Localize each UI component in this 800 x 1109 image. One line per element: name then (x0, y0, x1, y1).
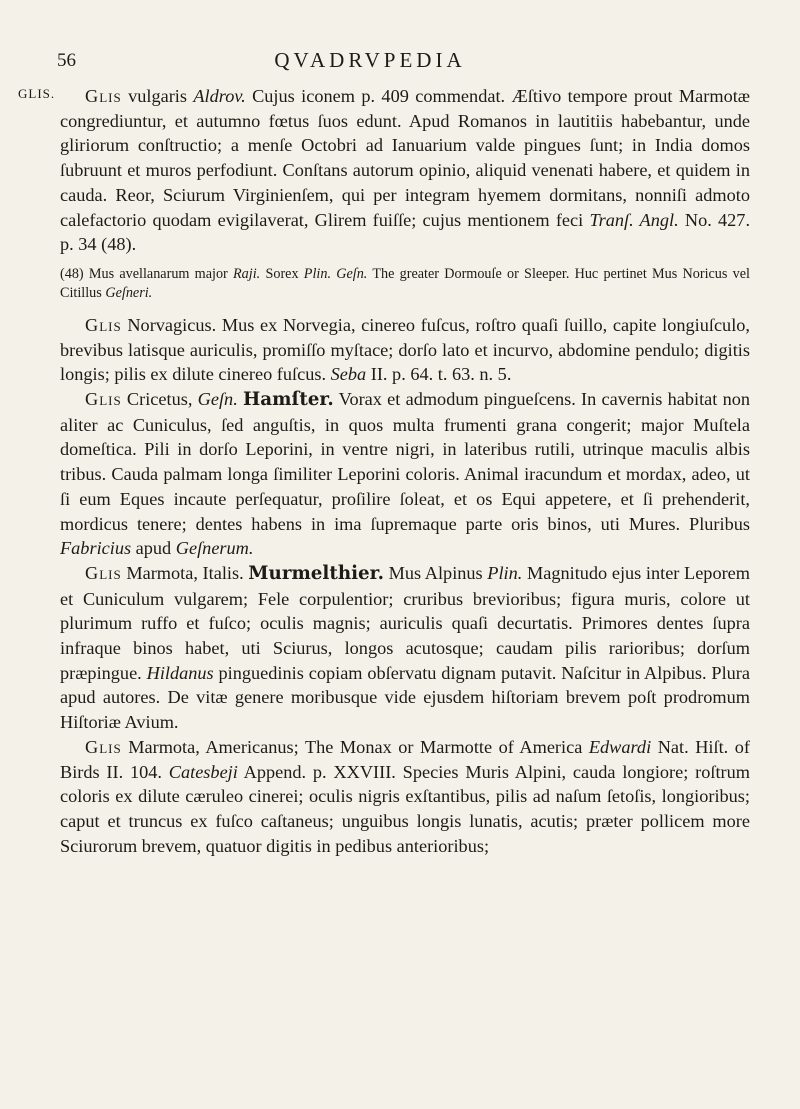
paragraph-glis-vulgaris (60, 84, 750, 257)
running-head: QVADRVPEDIA (274, 48, 466, 72)
paragraph-glis-cricetus (60, 387, 750, 561)
italic-run: Edwardi (588, 736, 652, 757)
footnote-48 (60, 265, 750, 303)
entry-lead: Glis (85, 562, 122, 583)
entry-lead: Glis (85, 736, 122, 757)
text-run: apud (131, 538, 176, 559)
text-run: vulgaris (121, 86, 194, 106)
entry-lead: Glis (85, 389, 122, 410)
paragraph-glis-marmota (60, 561, 750, 735)
blackletter-run: Hamſter. (243, 389, 334, 411)
text-run: Norvagicus. Mus ex Norvegia, cinereo fuſcus, roſtro quaſi ſuillo, capite longiuſculo, brevibus latisque auriculis, promiſſo myſtace; dorſo lato et incurvo, abdomine pendulo; digitis longis; pilis ex dilute cinereo fuſcus. (60, 314, 750, 385)
italic-run: Plin. (487, 562, 523, 583)
page-number: 56 (57, 50, 76, 71)
text-run: (48) Mus avellanarum major (60, 265, 234, 282)
text-run: Marmota, Italis. (121, 562, 249, 583)
text-run: The greater Dormouſe or Sleeper. Huc pertinet Mus Noricus vel Citillus (60, 265, 750, 301)
italic-run: Seba (330, 364, 367, 385)
text-run: Marmota, Americanus; The Monax or Marmotte of America (121, 736, 589, 757)
entry-lead: Glis (85, 314, 122, 335)
italic-run: Plin. Geſn. (303, 265, 368, 282)
text-run: Magnitudo ejus inter Leporem et Cuniculum vulgarem; Fele corpulentior; cruribus brevioribus; figura muris, colore ut plurimum ruffo et fuſco; oculis magnis; auriculis quaſi decurtatis. Primores dentes ſupra infraque binos habet, uti Sciurus, longos acutosque; caudam pilis rarioribus; dorſum præpingue. (60, 562, 751, 683)
italic-run: Geſneri. (105, 284, 153, 301)
text-run: II. p. 64. t. 63. n. 5. (366, 364, 512, 385)
paragraph-glis-marmota-americanus (60, 735, 750, 859)
italic-run: Geſn. (197, 389, 238, 410)
italic-run: Hildanus (146, 662, 214, 683)
text-run: Cricetus, (121, 389, 198, 410)
text-run: Mus Alpinus (384, 562, 488, 583)
margin-label: GLIS. (18, 86, 56, 101)
text-run: No. 427. p. 34 (48). (60, 209, 751, 255)
text-run: Cujus iconem p. 409 commendat. Æſtivo tempore prout Marmotæ congrediuntur, et autumno fœtus ſuos edunt. Apud Romanos in lautitiis habebantur, unde gliriorum conſtructio; a menſe Octobri ad Ianuarium valde pingues ſunt; in India domos ſubruunt et muros perfodiunt. Conſtans autorum opinio, aliquid venenati habere, et quidem in cauda. Reor, Sciurum Virginienſem, qui per integram hyemem dormitans, nonniſi admoto calefactorio quodam evigilaverat, Glirem fuiſſe; cujus mentionem feci (60, 86, 750, 230)
italic-run: Fabricius (60, 538, 132, 559)
entry-lead: Glis (85, 86, 122, 106)
italic-run: Catesbeji (168, 761, 238, 782)
italic-run: Raji. (233, 265, 261, 282)
text-run: Append. p. XXVIII. Species Muris Alpini, cauda longiore; roſtrum coloris ex dilute cæruleo cinerei; oculis nigris exſtantibus, pilis ad naſum ſetoſis, longioribus; caput et truncus ex fuſco caſtaneus; unguibus longis lunatis, acutis; præter pollicem more Sciurorum brevem, quatuor digitis in pedibus anterioribus; (60, 761, 750, 856)
italic-run: Geſnerum. (175, 538, 254, 559)
paragraph-glis-norvagicus (60, 313, 750, 387)
text-run: Sorex (260, 265, 304, 282)
body-text (60, 84, 750, 858)
italic-run: Aldrov. (193, 86, 246, 106)
text-run: Nat. Hiſt. of Birds II. 104. (60, 736, 750, 782)
italic-run: Tranſ. Angl. (589, 209, 679, 230)
text-run: pinguedinis copiam obſervatu dignam putavit. Naſcitur in Alpibus. Plura apud autores. De vitæ genere moribusque vide ejusdem hiſtoriam brevem poſt prodromum Hiſtoriæ Avium. (60, 662, 750, 733)
text-run: Vorax et admodum pingueſcens. In cavernis habitat non aliter ac Cuniculus, ſed anguſtis, in quos multa frumenti grana congerit; major Muſtela domeſtica. Pili in dorſo Leporini, in ventre nigri, in lateribus rutili, utrinque maculis albis tribus. Cauda palmam longa ſimiliter Leporini coloris. Animal iracundum et mordax, adeo, ut ſi eum Eques incaute perſequatur, proſilire ſoleat, et os Equi appetere, et ſi prehenderit, mordicus tenere; dentes habens in ima ſupremaque parte oris binos, uti Mures. Pluribus (60, 389, 751, 534)
blackletter-run: Murmelthier. (248, 562, 385, 584)
